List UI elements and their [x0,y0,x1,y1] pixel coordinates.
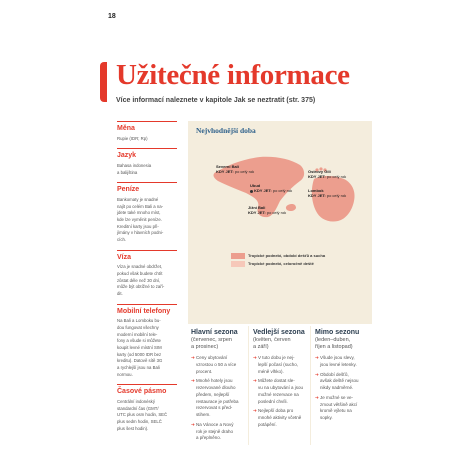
accent-bar [100,62,107,102]
place-name: Ubud [250,183,261,188]
season-item [315,395,368,422]
legend-label: Tropické podnebí, období dešťů a sucha [248,252,326,258]
map-legend [231,252,325,268]
arrow-right-icon: ➔ [315,355,319,361]
legend-label: Tropické podnebí, celoročně deště [248,260,314,266]
season-item [315,355,368,369]
info-section-visa [117,250,177,298]
info-text: Bahasa indonesia a balijština [117,163,152,175]
page-title: Užitečné informace [116,59,350,91]
season-item [191,378,244,419]
legend-row [231,260,325,266]
season-title: Hlavní sezona [191,329,238,336]
info-heading: Časové pásmo [117,384,177,396]
season-item-text: Období dešťů, avšak deště nejsou nikdy nadměrné. [320,371,359,391]
season-item [253,408,306,428]
season-subtitle: (leden–duben, říjen a listopad) [315,337,353,351]
season-item-text: Můžete dostat sle- vu na ubytování a jsou možné rezervace na poslední chvíli. [258,378,304,404]
season-item [253,355,306,375]
info-text: Centrální indonéský standardní čas (GMT/ UTC plus osm hodin, SEČ plus sedm hodin, SELČ plus šest hodin). [117,398,168,431]
page-number: 18 [108,13,116,20]
place-name: Lombok [308,188,324,193]
season-title: Vedlejší sezona [253,329,305,336]
place-name: Jižní Bali [248,205,266,210]
place-label-gili [308,169,346,180]
season-high [188,326,248,445]
nusa-island-shape [286,204,296,211]
info-heading: Mobilní telefony [117,304,177,316]
season-item-text: Všude jsou slevy, jsou levné letenky. [320,355,357,367]
season-item [315,372,368,392]
season-item [253,378,306,405]
climate-map [188,121,372,324]
arrow-right-icon: ➔ [253,378,257,384]
info-heading: Měna [117,121,177,133]
info-section-money [117,182,177,243]
legend-row [231,252,325,258]
info-heading: Peníze [117,182,177,194]
season-item-text: Ceny ubytování vzrostou o 50 a více procent. [196,355,237,374]
arrow-right-icon: ➔ [315,371,319,377]
info-section-currency [117,121,177,142]
when-tag: KDY JET: [248,210,266,216]
arrow-right-icon: ➔ [191,378,195,384]
when-value: po celý rok [326,193,347,199]
info-section-language [117,148,177,176]
info-section-timezone [117,384,177,432]
arrow-right-icon: ➔ [315,394,319,400]
info-heading: Jazyk [117,148,177,160]
place-label-lombok [308,188,346,199]
when-value: po celý rok [234,169,255,175]
location-dot-icon [250,190,253,193]
season-item-text: Nejlepší doba pro mnohé aktivity včetně potápění. [258,408,302,427]
arrow-right-icon: ➔ [253,355,257,361]
when-tag: KDY JET: [216,169,234,175]
season-item [191,422,244,442]
info-text: Bankomaty je snadné najít po celém Bali a na- jdete také mnoho míst, kde lze vyměnit peníze. Kreditní karty jsou při- jímány v hlavních podni- cích. [117,197,164,242]
place-label-north-bali [216,164,254,175]
season-item [191,355,244,375]
arrow-right-icon: ➔ [191,421,195,427]
climate-map-box [188,121,372,324]
when-tag: KDY JET: [254,188,272,194]
place-name: Severní Bali [216,164,239,169]
when-value: po celý rok [266,210,287,216]
season-low [310,326,372,445]
map-title: Nejvhodnější doba [196,126,256,135]
when-tag: KDY JET: [308,174,326,180]
place-label-ubud [250,183,292,194]
info-heading: Víza [117,250,177,262]
place-name: Ostrovy Gili [308,169,331,174]
season-item-text: Mnohé hotely jsou rezervované dlouho předem, nejlepší restaurace je potřeba rezervovat s před- stihem. [196,378,239,418]
arrow-right-icon: ➔ [191,355,195,361]
info-text: Rupie (IDR; Rp) [117,135,148,141]
season-item-text: Je možné se ve- zmout většině akcí kromě výletu na sopky. [320,394,358,421]
season-item-text: Na Vánoce a Nový rok je stejně draho a přeplněno. [196,421,234,441]
season-subtitle: (červenec, srpen a prosinec) [191,337,232,351]
season-subtitle: (květen, červen a září) [253,337,291,351]
arrow-right-icon: ➔ [253,408,257,414]
place-label-south-bali [248,205,286,216]
when-value: po celý rok [326,174,347,180]
info-text: Víza je snadné obdržet, pokud však budete chtít zůstat déle než 30 dní, může být obtížné to zaří- dit. [117,264,165,296]
info-column [117,121,177,438]
season-shoulder [248,326,310,445]
page-subtitle: Více informací naleznete v kapitole Jak se neztratit (str. 375) [116,97,316,104]
season-item-text: V tuto dobu je nej- lepší počasí (sucho, méně vlhko). [258,355,299,374]
season-title: Mimo sezonu [315,329,360,336]
seasons-section [188,326,372,445]
info-section-mobile [117,304,177,379]
when-value: po celý rok [272,188,293,194]
when-tag: KDY JET: [308,193,326,199]
info-text: Na Bali a Lomboku bu- dou fungovat všechny moderní mobilní tele- fony a všude si můžete koupit levné místní SIM karty (od 5000 IDR bez kreditu). Datově sítě 3G a rychlejší jsou na Bali normou. [117,318,163,377]
